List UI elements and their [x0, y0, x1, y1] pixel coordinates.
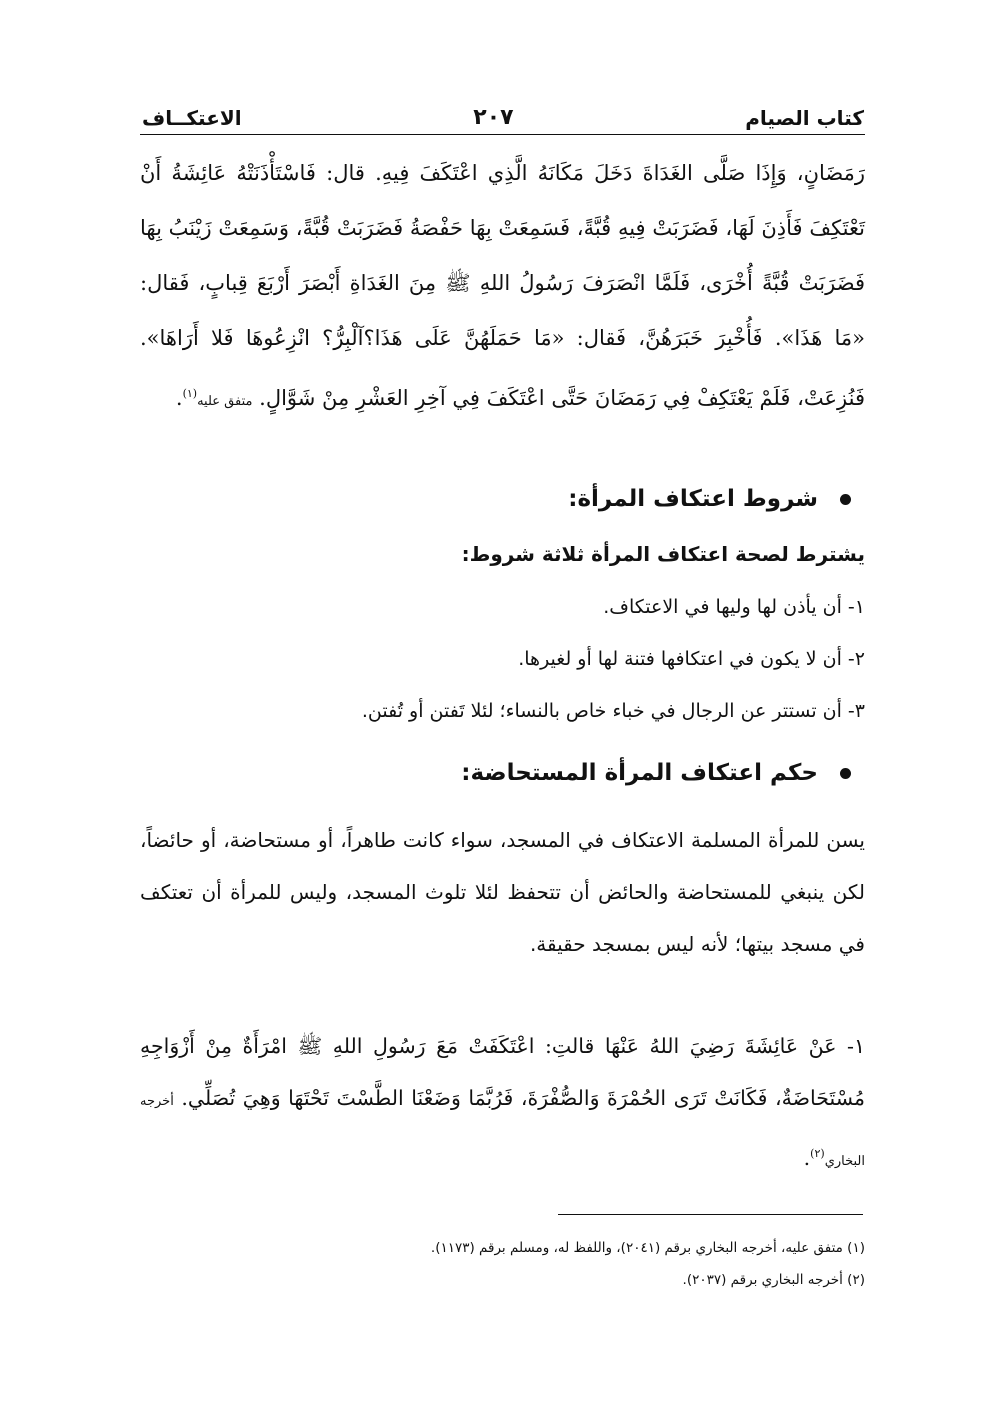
quote-source: متفق عليه	[197, 394, 253, 409]
section-heading-conditions	[140, 486, 865, 512]
heading-text: حكم اعتكاف المرأة المستحاضة:	[461, 760, 818, 786]
hadith-end: .	[803, 1145, 811, 1170]
hadith-text: ١- عَنْ عَائِشَةَ رَضِيَ اللهُ عَنْهَا قالتِ: اعْتَكَفَتْ مَعَ رَسُولِ اللهِ ﷺ امْرَأَةٌ مِنْ أَزْوَاجِهِ مُسْتَحَاضَةٌ، فَكَانَتْ تَرَى الحُمْرَةَ وَالصُّفْرَةَ، فَرُبَّمَا وَضَعْنَا الطَّسْتَ تَحْتَهَا وَهِيَ تُصَلِّي.	[140, 1034, 865, 1110]
footnote-2: (٢) أخرجه البخاري برقم (٢٠٣٧).	[682, 1272, 865, 1288]
section-heading-ruling	[140, 760, 865, 786]
hadith-aisha	[140, 1020, 865, 1188]
running-header	[142, 98, 864, 130]
quote-end: .	[175, 386, 183, 410]
chapter-title: الاعتكــاف	[142, 106, 242, 130]
heading-text: شروط اعتكاف المرأة:	[568, 486, 818, 512]
condition-item: ٢- أن لا يكون في اعتكافها فتنة لها أو لغيرها.	[518, 648, 865, 670]
conditions-intro: يشترط لصحة اعتكاف المرأة ثلاثة شروط:	[461, 542, 865, 566]
condition-item: ٣- أن تستتر عن الرجال في خباء خاص بالنساء؛ لئلا تَفتن أو تُفتن.	[361, 700, 865, 722]
footnote-1: (١) متفق عليه، أخرجه البخاري برقم (٢٠٤١)، واللفظ له، ومسلم برقم (١١٧٣).	[430, 1240, 865, 1256]
hadith-quote	[140, 146, 865, 429]
bullet-icon	[840, 494, 851, 505]
footnote-divider	[558, 1214, 863, 1215]
ruling-paragraph: يسن للمرأة المسلمة الاعتكاف في المسجد، سواء كانت طاهراً، أو مستحاضة، أو حائضاً، لكن ينبغي للمستحاضة والحائض أن تتحفظ لئلا تلوث المسجد، وليس للمرأة أن تعتكف في مسجد بيتها؛ لأنه ليس بمسجد حقيقة.	[140, 828, 865, 956]
header-divider	[140, 134, 865, 135]
footnote-ref-2: (٢)	[810, 1147, 825, 1160]
footnote-ref-1: (١)	[182, 387, 198, 400]
condition-item: ١- أن يأذن لها وليها في الاعتكاف.	[603, 596, 865, 618]
quote-text: رَمَضَانٍ، وَإِذَا صَلَّى الغَدَاةَ دَخَلَ مَكَانَهُ الَّذِي اعْتَكَفَ فِيهِ. قال: فَاسْتَأْذَنَتْهُ عَائِشَةُ أَنْ تَعْتَكِفَ فَأَذِنَ لَهَا، فَضَرَبَتْ فِيهِ قُبَّةً، فَسَمِعَتْ بِهَا حَفْصَةُ فَضَرَبَتْ قُبَّةً، وَسَمِعَتْ زَيْنَبُ بِهَا فَضَرَبَتْ قُبَّةً أُخْرَى، فَلَمَّا انْصَرَفَ رَسُولُ اللهِ ﷺ مِنَ الغَدَاةِ أَبْصَرَ أَرْبَعَ قِبابٍ، فَقال: «مَا هَذَا». فَأُخْبِرَ خَبَرَهُنَّ، فَقال: «مَا حَمَلَهُنَّ عَلَى هَذَا؟آلْبِرُّ؟ انْزِعُوهَا فَلا أَرَاهَا». فَنُزِعَتْ، فَلَمْ يَعْتَكِفْ فِي رَمَضَانَ حَتَّى اعْتَكَفَ فِي آخِرِ العَشْرِ مِنْ شَوَّالٍ.	[140, 161, 865, 410]
hadith-source: أخرجه البخاري	[140, 1094, 865, 1169]
bullet-icon	[840, 768, 851, 779]
page-number: ٢٠٧	[473, 105, 514, 130]
book-title: كتاب الصيام	[745, 106, 864, 130]
